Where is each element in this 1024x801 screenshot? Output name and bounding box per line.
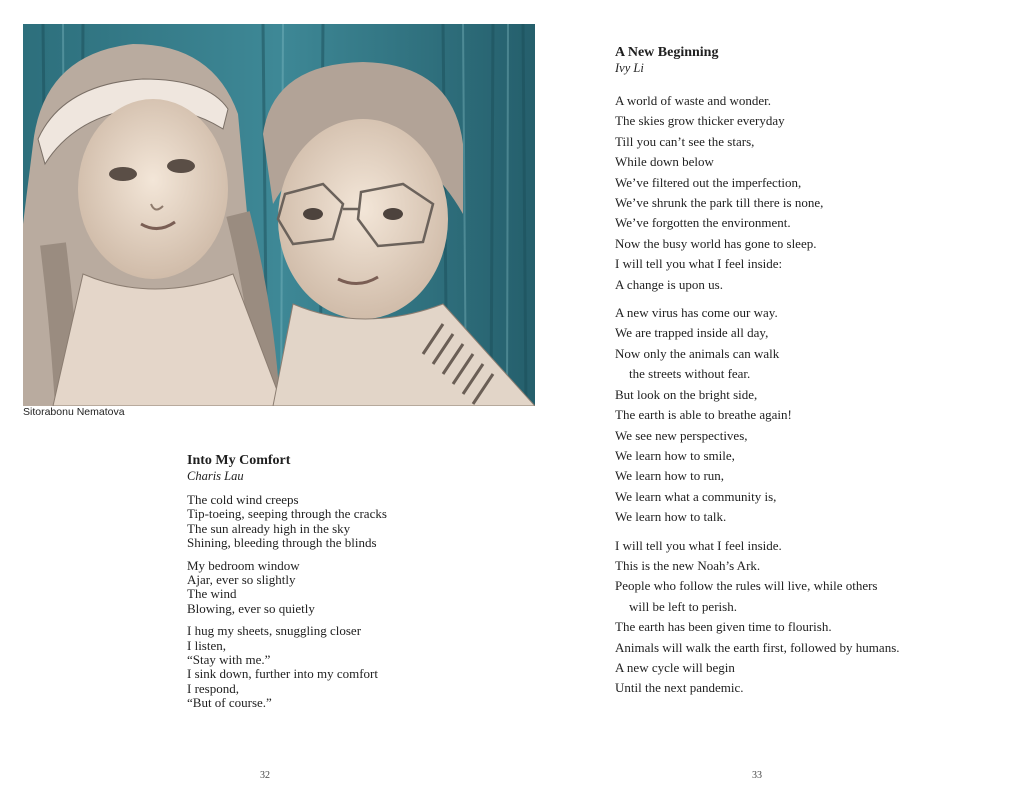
page-number: 32 xyxy=(260,770,270,781)
poem-title: A New Beginning xyxy=(615,45,719,60)
artwork-pencil-drawing xyxy=(23,24,535,406)
poem-line: We’ve filtered out the imperfection, xyxy=(615,174,802,190)
stanza-1 xyxy=(187,493,487,551)
poem-line: Blowing, ever so quietly xyxy=(187,600,315,616)
poem-line: The cold wind creeps xyxy=(187,492,299,507)
right-page xyxy=(512,0,1024,801)
poem-line: Until the next pandemic. xyxy=(615,680,744,696)
poem-line: I sink down, further into my comfort xyxy=(187,666,378,682)
poem-line: We are trapped inside all day, xyxy=(615,325,769,341)
poem-line: Now only the animals can walk xyxy=(615,345,780,361)
poem-line: While down below xyxy=(615,154,714,170)
stanza-2 xyxy=(187,559,487,617)
poem-line: The sun already high in the sky xyxy=(187,520,351,536)
poem-line: We see new perspectives, xyxy=(615,427,748,443)
poem-line: The earth has been given time to flourish. xyxy=(615,619,832,635)
poem-line-indented: will be left to perish. xyxy=(629,598,737,614)
poem-line: A new virus has come our way. xyxy=(615,305,778,321)
poem-line: People who follow the rules will live, while others xyxy=(615,578,878,594)
poem-line: The earth is able to breathe again! xyxy=(615,407,792,423)
poem-line: “Stay with me.” xyxy=(187,652,271,668)
poem-line-indented: the streets without fear. xyxy=(629,366,751,382)
poem-line: We’ve forgotten the environment. xyxy=(615,215,791,231)
poem-line: A new cycle will begin xyxy=(615,659,735,675)
poem-line: We learn what a community is, xyxy=(615,488,777,504)
poem-author: Charis Lau xyxy=(187,469,244,483)
artwork-illustration xyxy=(23,24,535,406)
poem-line: I listen, xyxy=(187,637,226,653)
poem-line: I will tell you what I feel inside: xyxy=(615,256,783,272)
poem-line: The skies grow thicker everyday xyxy=(615,113,785,129)
poem-line: We’ve shrunk the park till there is none, xyxy=(615,195,824,211)
poem-line: A world of waste and wonder. xyxy=(615,93,771,108)
poem-line: We learn how to run, xyxy=(615,468,725,484)
stanza-2 xyxy=(615,303,1005,527)
poem-line: Animals will walk the earth first, followed by humans. xyxy=(615,639,900,655)
poem-line: Shining, bleeding through the blinds xyxy=(187,535,377,551)
poem-into-my-comfort xyxy=(187,452,487,711)
poem-line: I hug my sheets, snuggling closer xyxy=(187,623,362,639)
poem-line: Ajar, ever so slightly xyxy=(187,572,296,588)
poem-line: Tip-toeing, seeping through the cracks xyxy=(187,506,387,522)
poem-author: Ivy Li xyxy=(615,61,644,75)
poem-title: Into My Comfort xyxy=(187,453,291,468)
stanza-3 xyxy=(187,624,487,710)
poem-line: A change is upon us. xyxy=(615,276,723,292)
poem-a-new-beginning xyxy=(615,44,1005,699)
stanza-1 xyxy=(615,91,1005,295)
stanza-3 xyxy=(615,536,1005,699)
poem-line: This is the new Noah’s Ark. xyxy=(615,557,761,573)
poem-line: Now the busy world has gone to sleep. xyxy=(615,235,817,251)
page-number: 33 xyxy=(752,770,762,781)
poem-line: I respond, xyxy=(187,680,239,696)
poem-line: We learn how to smile, xyxy=(615,447,735,463)
poem-line: I will tell you what I feel inside. xyxy=(615,537,782,553)
poem-line: But look on the bright side, xyxy=(615,386,758,402)
poem-line: “But of course.” xyxy=(187,695,272,711)
poem-line: Till you can’t see the stars, xyxy=(615,133,755,149)
poem-line: We learn how to talk. xyxy=(615,509,727,525)
artwork-caption: Sitorabonu Nematova xyxy=(23,406,125,418)
poem-line: The wind xyxy=(187,586,237,602)
poem-line: My bedroom window xyxy=(187,557,300,573)
